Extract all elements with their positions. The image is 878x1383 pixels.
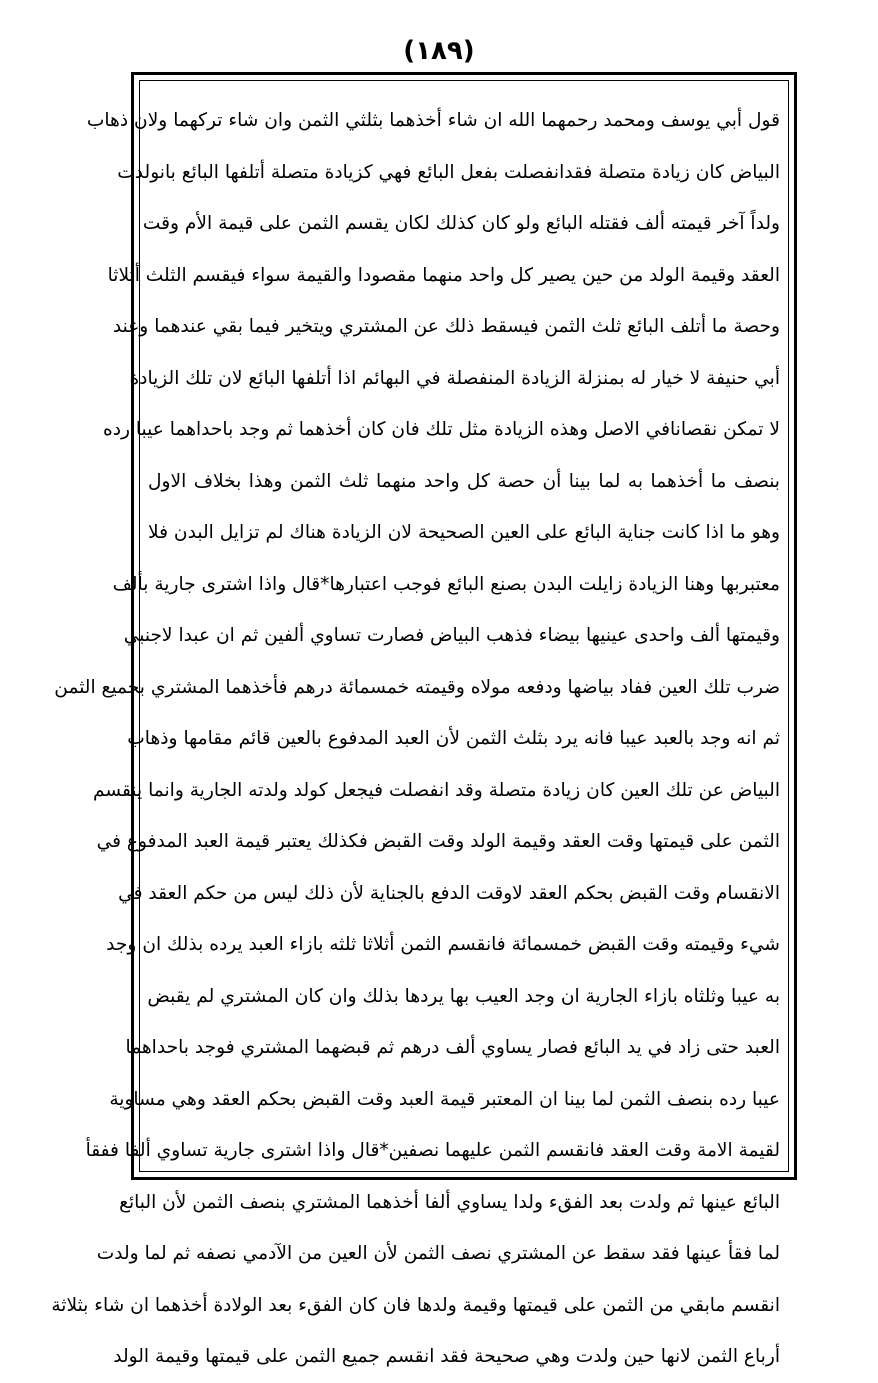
text-line: العبد حتى زاد في يد البائع فصار يساوي ألف درهم ثم قبضهما المشتري فوجد باحداهما: [125, 1037, 780, 1058]
text-line: ولداً آخر قيمته ألف فقتله البائع ولو كان كذلك لكان يقسم الثمن على قيمة الأم وقت: [142, 213, 780, 234]
text-line: لقيمة الامة وقت العقد فانقسم الثمن عليهما نصفين*قال واذا اشترى جارية تساوي ألفا ففقأ: [85, 1140, 780, 1161]
text-line: البياض كان زيادة متصلة فقدانفصلت بفعل البائع فهي كزيادة متصلة أتلفها البائع بانولدت: [117, 161, 780, 183]
text-line: عيبا رده بنصف الثمن لما بينا ان المعتبر قيمة العبد وقت القبض بحكم العقد وهي مساوية: [109, 1088, 780, 1110]
text-line: وهو ما اذا كانت جناية البائع على العين الصحيحة لان الزيادة هناك لم تزايل البدن فلا: [148, 522, 780, 543]
body-text: [51, 95, 780, 1383]
text-line: ضرب تلك العين ففاد بياضها ودفعه مولاه وقيمته خمسمائة درهم فأخذهما المشتري بجميع الثمن: [54, 676, 780, 698]
text-line: البياض عن تلك العين كان زيادة متصلة وقد انفصلت فيجعل كولد ولدته الجارية وانما ينقسم: [93, 779, 780, 801]
text-line: شيء وقيمته وقت القبض خمسمائة فانقسم الثمن أثلاثا ثلثه بازاء العبد يرده بذلك ان وجد: [106, 934, 780, 955]
text-line: العقد وقيمة الولد من حين يصير كل واحد منهما مقصودا والقيمة سواء فيقسم الثلث أثلاثا: [107, 264, 780, 286]
page-number: (١٨٩): [403, 36, 475, 66]
text-line: لا تمكن نقصانافي الاصل وهذه الزيادة مثل تلك فان كان أخذهما ثم وجد باحداهما عيبا رده: [102, 419, 780, 440]
text-line: البائع عينها ثم ولدت بعد الفقء ولدا يساوي ألفا أخذهما المشتري بنصف الثمن لأن البائع: [119, 1191, 780, 1213]
text-line: معتبربها وهنا الزيادة زايلت البدن بصنع البائع فوجب اعتبارها*قال واذا اشترى جارية بألف: [112, 573, 780, 595]
text-line: بنصف ما أخذهما به لما بينا أن حصة كل واحد منهما ثلث الثمن وهذا بخلاف الاول: [148, 470, 780, 492]
text-line: لما فقأ عينها فقد سقط عن المشتري نصف الثمن لأن العين من الآدمي نصفه ثم لما ولدت: [96, 1243, 780, 1264]
text-line: قول أبي يوسف ومحمد رحمهما الله ان شاء أخذهما بثلثي الثمن وان شاء تركهما ولان ذهاب: [86, 110, 780, 131]
text-frame: [51, 80, 789, 1367]
text-line: أرباع الثمن لانها حين ولدت وهي صحيحة فقد انقسم جميع الثمن على قيمتها وقيمة الولد: [113, 1346, 780, 1367]
text-line: الثمن على قيمتها وقت العقد وقيمة الولد وقت القبض فكذلك يعتبر قيمة العبد المدفوع في: [96, 831, 780, 852]
text-line: وحصة ما أتلف البائع ثلث الثمن فيسقط ذلك عن المشتري ويتخير فيما بقي عندهما وعند: [112, 316, 780, 337]
text-line: أبي حنيفة لا خيار له بمنزلة الزيادة المنفصلة في البهائم اذا أتلفها البائع لان تلك الزيادة: [129, 367, 780, 389]
text-line: به عيبا وثلثاه بازاء الجارية ان وجد العيب بها يردها بذلك وان كان المشتري لم يقبض: [147, 985, 780, 1007]
text-line: وقيمتها ألف واحدى عينيها بيضاء فذهب البياض فصارت تساوي ألفين ثم ان عبدا لاجنبي: [123, 625, 780, 646]
text-line: ثم انه وجد بالعبد عيبا فانه يرد بثلث الثمن لأن العبد المدفوع بالعين قائم مقامها وذهاب: [127, 728, 780, 749]
text-line: الانقسام وقت القبض بحكم العقد لاوقت الدفع بالجناية لأن ذلك ليس من حكم العقد في: [118, 882, 780, 904]
text-line: انقسم مابقي من الثمن على قيمتها وقيمة ولدها فان كان الفقء بعد الولادة أخذهما ان شاء بثلاثة: [51, 1294, 780, 1316]
page-border: [51, 72, 797, 1367]
